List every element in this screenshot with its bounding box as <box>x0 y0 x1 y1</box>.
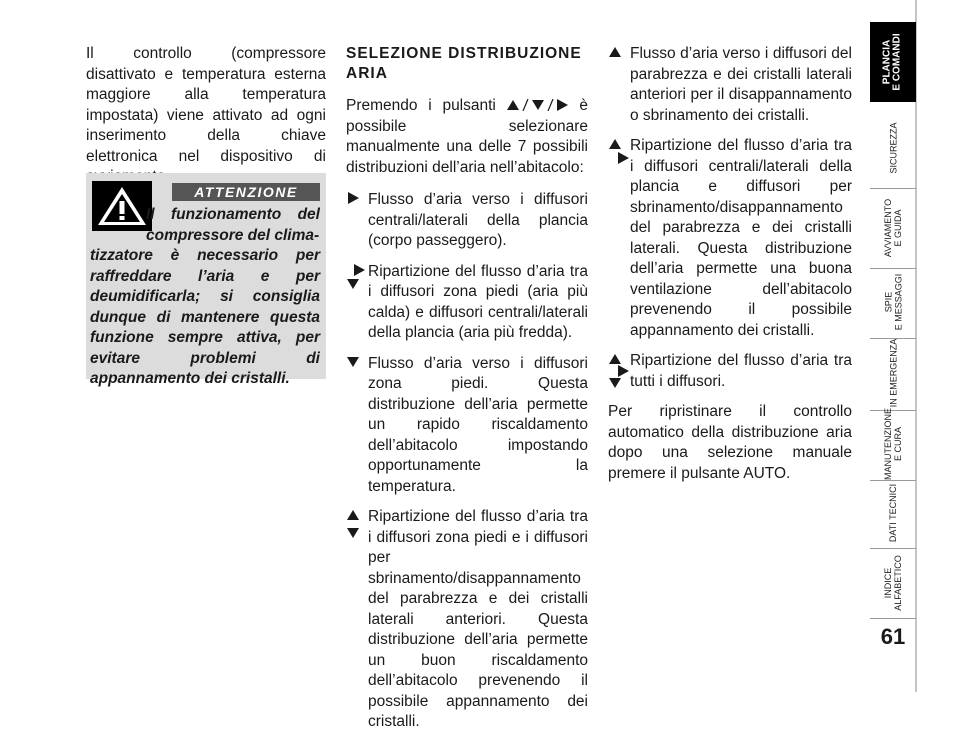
distribution-item-text: Flusso d’aria verso i diffusori centrali/laterali della plancia (corpo passeggero). <box>368 191 588 249</box>
sidebar-tab[interactable] <box>870 22 916 102</box>
chapter-sidebar <box>870 0 960 692</box>
distribution-item <box>346 262 588 344</box>
sidebar-tab-label: INDICE ALFABETICO <box>883 555 903 611</box>
distribution-list <box>346 190 588 733</box>
section-intro <box>346 96 588 178</box>
warning-text <box>90 205 320 390</box>
sidebar-tab[interactable] <box>870 268 916 336</box>
warning-text-body: tizzatore è necessario per raffreddare l’aria e per deumidificarla; si consiglia dunque di mantenere questa funzione sempre attiva, per evitare problemi di appannamento dei cristalli. <box>90 247 320 387</box>
distribution-item <box>346 354 588 498</box>
distribution-item <box>346 190 588 252</box>
column-2 <box>346 44 588 743</box>
sidebar-tab-label: SICUREZZA <box>888 122 899 174</box>
column-3 <box>608 44 852 484</box>
sidebar-tab-label: PLANCIA E COMANDI <box>882 33 904 91</box>
arrow-up-down-icon <box>346 509 366 549</box>
distribution-item <box>608 44 852 126</box>
arrow-up-icon <box>608 46 628 86</box>
section-heading: SELEZIONE DISTRIBUZIONE ARIA <box>346 45 582 82</box>
up-down-right-buttons-icon <box>507 99 569 111</box>
section-intro-before: Premendo i pulsanti <box>346 97 496 114</box>
sidebar-tab-label: SPIE E MESSAGGI <box>883 273 904 331</box>
column-1 <box>86 44 326 188</box>
distribution-item-text: Flusso d’aria verso i diffusori del parabrezza e dei cristalli laterali anteriori per il disappannamento o sbrinamento dei cristalli. <box>630 45 852 124</box>
distribution-item <box>608 351 852 392</box>
distribution-item-text: Ripartizione del flusso d’aria tra tutti i diffusori. <box>630 352 852 390</box>
section-intro-after: è possibile selezionare manualmente una delle 7 possibili distribuzioni dell’aria nell’abitacolo: <box>346 97 588 176</box>
arrow-down-icon <box>346 356 366 396</box>
distribution-item-text: Ripartizione del flusso d’aria tra i diffusori zona piedi e i diffusori per sbrinamento/disappannamento del parabrezza e dei cristalli laterali anteriori. Questa distribuzione dell’aria permette un buon riscaldamento dell’abitacolo prevenendo il possibile appannamento dei cristalli. <box>368 508 588 730</box>
warning-title: ATTENZIONE <box>172 183 320 201</box>
sidebar-divider <box>870 548 916 549</box>
sidebar-tab[interactable] <box>870 410 916 478</box>
distribution-item <box>608 136 852 341</box>
sidebar-tab-label: AVVIAMENTO E GUIDA <box>883 198 903 258</box>
sidebar-tab[interactable] <box>870 110 916 186</box>
warning-box <box>86 173 326 387</box>
sidebar-tab[interactable] <box>870 480 916 546</box>
distribution-list-continued <box>608 44 852 392</box>
distribution-item <box>346 507 588 733</box>
distribution-item-text: Ripartizione del flusso d’aria tra i diffusori centrali/laterali della plancia e diffusori per sbrinamento/disappannamento del parabrezza e dei cristalli laterali. Questa distribuzione dell’aria permette una buona ventilazione dell’abitacolo prevenendo il possibile appannamento dei cristalli. <box>630 137 852 339</box>
arrow-up-right-down-icon <box>608 353 628 393</box>
arrow-right-icon <box>346 192 366 232</box>
sidebar-tab[interactable] <box>870 190 916 266</box>
sidebar-tab-label: MANUTENZIONE E CURA <box>883 408 903 480</box>
distribution-item-text: Flusso d’aria verso i diffusori zona piedi. Questa distribuzione dell’aria permette un rapido riscaldamento dell’abitacolo impostando opportunamente la temperatura. <box>368 354 588 495</box>
sidebar-divider <box>870 188 916 189</box>
sidebar-divider <box>870 618 916 619</box>
arrow-up-right-icon <box>608 138 628 178</box>
distribution-item-text: Ripartizione del flusso d’aria tra i diffusori zona piedi (aria più calda) e diffusori centrali/laterali della plancia (aria più fredda). <box>368 262 588 341</box>
sidebar-tab[interactable] <box>870 550 916 616</box>
sidebar-tab-label: IN EMERGENZA <box>888 338 899 408</box>
sidebar-tab[interactable] <box>870 338 916 408</box>
page-number: 61 <box>880 624 906 649</box>
intro-paragraph: Il controllo (compressore disattivato e temperatura esterna maggiore alla temperatura impostata) viene attivato ad ogni inserimento della chiave elettronica nel dispositivo di <box>86 45 326 165</box>
sidebar-tab-label: DATI TECNICI <box>888 483 899 543</box>
closing-paragraph: Per ripristinare il controllo automatico della distribuzione aria dopo una selezione manuale premere il pulsante AUTO. <box>608 403 852 482</box>
arrow-right-down-icon <box>346 264 366 304</box>
warning-text-line1: Il funzionamento del compressore del clima- <box>146 206 320 244</box>
